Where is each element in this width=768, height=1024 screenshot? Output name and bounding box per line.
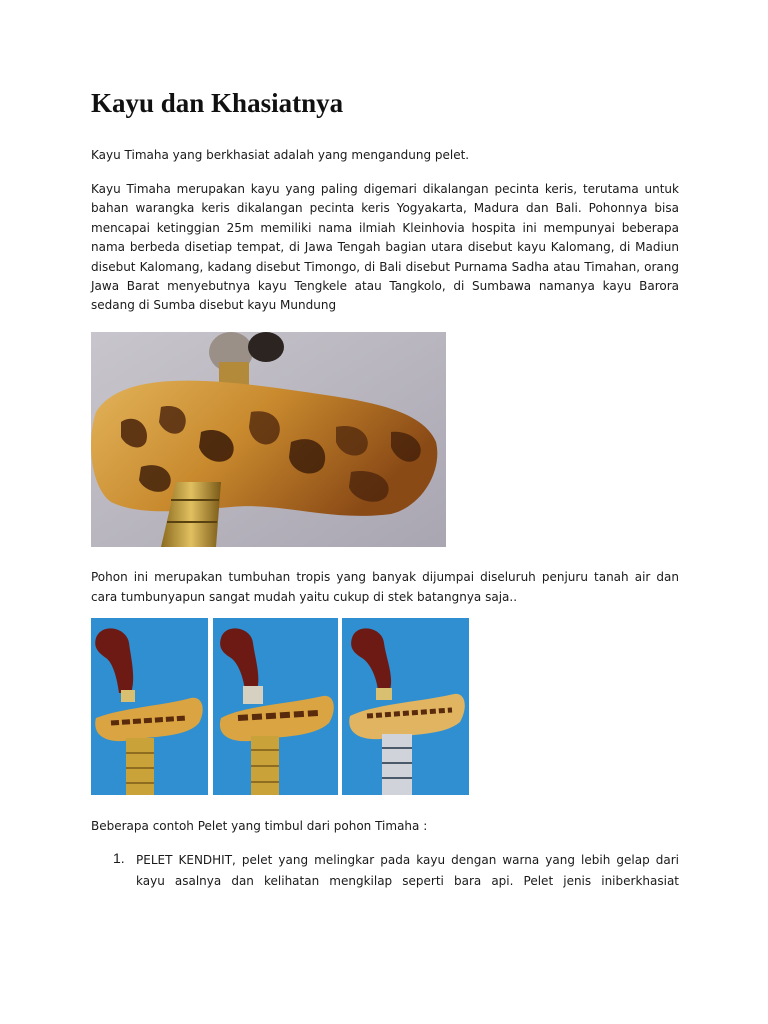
keris-sheath-photo — [91, 332, 446, 547]
paragraph-pohon-tropis: Pohon ini merupakan tumbuhan tropis yang banyak dijumpai diseluruh penjuru tanah air dan cara tumbunyapun sangat mudah yaitu cukup di stek batangnya saja.. — [91, 570, 679, 604]
intro-paragraph: Kayu Timaha yang berkhasiat adalah yang mengandung pelet. — [91, 148, 470, 162]
list-item-number: 1. — [113, 850, 125, 866]
list-item-text: PELET KENDHIT, pelet yang melingkar pada kayu dengan warna yang lebih gelap dari kayu asalnya dan kelihatan mengkilap seperti bara api. Pelet jenis iniberkhasiat — [136, 853, 679, 888]
keris-photo-3 — [342, 618, 469, 795]
paragraph-contoh-pelet: Beberapa contoh Pelet yang timbul dari pohon Timaha : — [91, 819, 428, 833]
paragraph-kayu-timaha: Kayu Timaha merupakan kayu yang paling digemari dikalangan pecinta keris, terutama untuk bahan warangka keris dikalangan pecinta keris Yogyakarta, Madura dan Bali. Pohonnya bisa mencapai ketinggian 25m memiliki nama ilmiah Kleinhovia hospita ini mempunyai beberapa nama berbeda disetiap tempat, di Jawa Tengah bagian utara disebut kayu Kalomang, di Madiun disebut Kalomang, kadang disebut Timongo, di Bali disebut Purnama Sadha atau Timahan, orang Jawa Barat menyebutnya kayu Tengkele atau Tangkolo, di Sumbawa namanya kayu Barora sedang di Sumba disebut kayu Mundung — [91, 182, 679, 313]
keris-photo-2 — [213, 618, 338, 795]
page-title: Kayu dan Khasiatnya — [91, 88, 344, 118]
keris-photo-1 — [91, 618, 208, 795]
